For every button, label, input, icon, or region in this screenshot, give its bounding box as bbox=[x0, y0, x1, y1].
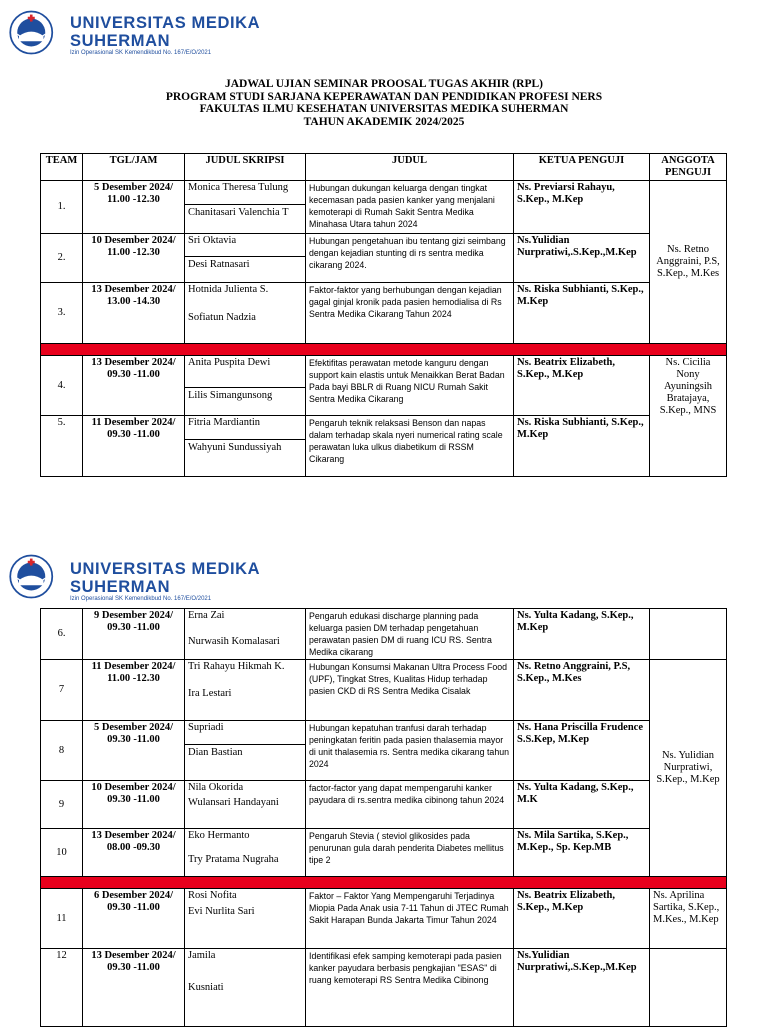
table-row bbox=[41, 181, 727, 234]
license-text: Izin Operasional SK Kemendikbud No. 167/E/O/2021 bbox=[70, 596, 212, 602]
date: 10 Desember 2024/ bbox=[91, 782, 176, 793]
student-name: Dian Bastian bbox=[185, 744, 305, 759]
header-ketua: KETUA PENGUJI bbox=[514, 154, 650, 181]
thesis-title: Identifikasi efek samping kemoterapi pada pasien kanker payudara berbasis pengkajian "ESAS" di ruang kemoterapi RS Sentra Medika Cibinong bbox=[306, 949, 514, 1027]
time: 13.00 -14.30 bbox=[106, 296, 161, 307]
date-cell bbox=[83, 234, 185, 283]
chief-examiner: Ns. Yulta Kadang, S.Kep., M.K bbox=[514, 781, 650, 829]
student-name: Sofiatun Nadzia bbox=[188, 312, 256, 323]
header-skripsi: JUDUL SKRIPSI bbox=[185, 154, 306, 181]
member-examiner: Ns. Cicilia Nony Ayuningsih Bratajaya, S.Kep., MNS bbox=[650, 356, 727, 477]
student-name: Evi Nurlita Sari bbox=[188, 906, 255, 917]
chief-examiner: Ns. Previarsi Rahayu, S.Kep., M.Kep bbox=[514, 181, 650, 234]
schedule-table-1 bbox=[40, 153, 727, 477]
thesis-title: Hubungan kepatuhan tranfusi darah terhadap peningkatan feritin pada pasien thalasemia mayor di unit thalasemia rs. Sentra medika cikarang tahun 2024 bbox=[306, 721, 514, 781]
separator-row bbox=[41, 877, 727, 889]
chief-examiner: Ns. Beatrix Elizabeth, S.Kep., M.Kep bbox=[514, 889, 650, 949]
thesis-title: Faktor-faktor yang berhubungan dengan kejadian gagal ginjal kronik pada pasien hemodialisa di Rs Sentra Medika Cikarang Tahun 2024 bbox=[306, 283, 514, 344]
student-name: Monica Theresa Tulung bbox=[188, 182, 289, 193]
student-name: Hotnida Julienta S. bbox=[188, 284, 269, 295]
table-row bbox=[41, 660, 727, 721]
student-name: Supriadi bbox=[188, 722, 224, 733]
header-team: TEAM bbox=[41, 154, 83, 181]
date: 13 Desember 2024/ bbox=[91, 284, 176, 295]
names-cell bbox=[185, 609, 306, 660]
date: 13 Desember 2024/ bbox=[91, 357, 176, 368]
member-examiner: Ns. Aprilina Sartika, S.Kep., M.Kes., M.Kep bbox=[650, 889, 727, 949]
student-name: Anita Puspita Dewi bbox=[188, 357, 271, 368]
time: 09.30 -11.00 bbox=[107, 794, 160, 805]
names-cell bbox=[185, 721, 306, 781]
table-row bbox=[41, 416, 727, 477]
title-line2: PROGRAM STUDI SARJANA KEPERAWATAN DAN PENDIDIKAN PROFESI NERS bbox=[165, 90, 603, 103]
team-number: 5. bbox=[41, 416, 83, 477]
date: 13 Desember 2024/ bbox=[91, 950, 176, 961]
time: 09.30 -11.00 bbox=[107, 429, 160, 440]
chief-examiner: Ns. Beatrix Elizabeth, S.Kep., M.Kep bbox=[514, 356, 650, 416]
date: 13 Desember 2024/ bbox=[91, 830, 176, 841]
brand-name-line2: SUHERMAN bbox=[70, 578, 171, 596]
separator-row bbox=[41, 344, 727, 356]
thesis-title: factor-factor yang dapat mempengaruhi kanker payudara di rs.sentra medika cibinong tahun 2024 bbox=[306, 781, 514, 829]
team-number: 1. bbox=[41, 181, 83, 234]
date-cell bbox=[83, 781, 185, 829]
names-cell bbox=[185, 283, 306, 344]
date: 11 Desember 2024/ bbox=[91, 417, 176, 428]
date: 5 Desember 2024/ bbox=[93, 722, 174, 733]
team-number: 11 bbox=[41, 889, 83, 949]
time: 08.00 -09.30 bbox=[106, 842, 161, 853]
student-name: Fitria Mardiantin bbox=[188, 417, 261, 428]
student-name: Jamila bbox=[188, 950, 216, 961]
thesis-title: Pengaruh teknik relaksasi Benson dan napas dalam terhadap skala nyeri numerical rating scale perawatan luka ulkus diabetikum di RSSM Cikarang bbox=[306, 416, 514, 477]
member-examiner: Ns. Retno Anggraini, P.S, S.Kep., M.Kes bbox=[650, 181, 727, 344]
license-text: Izin Operasional SK Kemendikbud No. 167/E/O/2021 bbox=[70, 50, 212, 56]
date-cell bbox=[83, 721, 185, 781]
university-seal-icon bbox=[2, 8, 64, 64]
chief-examiner: Ns. Riska Subhianti, S.Kep., M.Kep bbox=[514, 416, 650, 477]
thesis-title: Pengaruh edukasi discharge planning pada keluarga pasien DM terhadap pengetahuan perawatan pasien DM di ruang ICU RS. Sentra Medika cikarang bbox=[306, 609, 514, 660]
names-cell bbox=[185, 829, 306, 877]
date: 6 Desember 2024/ bbox=[93, 890, 174, 901]
table-row bbox=[41, 829, 727, 877]
brand-name-line1: UNIVERSITAS MEDIKA bbox=[70, 560, 261, 578]
team-number: 2. bbox=[41, 234, 83, 283]
time: 09.30 -11.00 bbox=[107, 622, 160, 633]
date-cell bbox=[83, 283, 185, 344]
thesis-title: Hubungan pengetahuan ibu tentang gizi seimbang dengan kejadian stunting di rs sentra medika cikarang 2024. bbox=[306, 234, 514, 283]
student-name: Chanitasari Valenchia T bbox=[185, 204, 305, 219]
student-name: Desi Ratnasari bbox=[185, 256, 305, 271]
date-cell bbox=[83, 949, 185, 1027]
table-row bbox=[41, 234, 727, 283]
table-row bbox=[41, 609, 727, 660]
table-row bbox=[41, 889, 727, 949]
thesis-title: Faktor – Faktor Yang Mempengaruhi Terjadinya Miopia Pada Anak usia 7-11 Tahun di JTEC Rumah Sakit Harapan Bunda Jakarta Timur Tahun 2024 bbox=[306, 889, 514, 949]
student-name: Tri Rahayu Hikmah K. bbox=[188, 661, 285, 672]
university-logo bbox=[2, 552, 302, 608]
date-cell bbox=[83, 829, 185, 877]
names-cell bbox=[185, 949, 306, 1027]
time: 09.30 -11.00 bbox=[107, 902, 160, 913]
names-cell bbox=[185, 660, 306, 721]
thesis-title: Hubungan dukungan keluarga dengan tingkat kecemasan pada pasien kanker yang menjalani kemoterapi di Rumah Sakit Sentra Medika Minahasa Utara tahun 2024 bbox=[306, 181, 514, 234]
thesis-title: Pengaruh Stevia ( steviol glikosides pada penurunan gula darah penderita Diabetes mellitus tipe 2 bbox=[306, 829, 514, 877]
date: 9 Desember 2024/ bbox=[93, 610, 174, 621]
chief-examiner: Ns. Mila Sartika, S.Kep., M.Kep., Sp. Kep.MB bbox=[514, 829, 650, 877]
date-cell bbox=[83, 660, 185, 721]
thesis-title: Efektifitas perawatan metode kanguru dengan support kain elastis untuk Menaikkan Berat Badan Pada bayi BBLR di Ruang NICU Rumah Sakit Sentra Medika Cikarang bbox=[306, 356, 514, 416]
table-row bbox=[41, 949, 727, 1027]
names-cell bbox=[185, 416, 306, 477]
team-number: 6. bbox=[41, 609, 83, 660]
brand-name-line1: UNIVERSITAS MEDIKA bbox=[70, 14, 261, 32]
member-examiner: Ns. Yulidian Nurpratiwi, S.Kep., M.Kep bbox=[650, 660, 727, 877]
chief-examiner: Ns. Riska Subhianti, S.Kep., M.Kep bbox=[514, 283, 650, 344]
header-judul: JUDUL bbox=[306, 154, 514, 181]
member-examiner-empty bbox=[650, 949, 727, 1027]
student-name: Wulansari Handayani bbox=[188, 797, 279, 808]
header-date: TGL/JAM bbox=[83, 154, 185, 181]
university-logo bbox=[2, 8, 302, 64]
table-header-row bbox=[41, 154, 727, 181]
chief-examiner: Ns. Retno Anggraini, P.S, S.Kep., M.Kes bbox=[514, 660, 650, 721]
title-line3: FAKULTAS ILMU KESEHATAN UNIVERSITAS MEDIKA SUHERMAN bbox=[199, 103, 569, 115]
chief-examiner: Ns.Yulidian Nurpratiwi,.S.Kep.,M.Kep bbox=[514, 234, 650, 283]
names-cell bbox=[185, 781, 306, 829]
chief-examiner: Ns. Yulta Kadang, S.Kep., M.Kep bbox=[514, 609, 650, 660]
names-cell bbox=[185, 889, 306, 949]
team-number: 8 bbox=[41, 721, 83, 781]
student-name: Try Pratama Nugraha bbox=[188, 854, 279, 865]
date-cell bbox=[83, 889, 185, 949]
date-cell bbox=[83, 609, 185, 660]
names-cell bbox=[185, 356, 306, 416]
date: 11 Desember 2024/ bbox=[91, 661, 176, 672]
thesis-title: Hubungan Konsumsi Makanan Ultra Process Food (UPF), Tingkat Stres, Kualitas Hidup terhadap pasien CKD di RS Sentra Medika Cisalak bbox=[306, 660, 514, 721]
student-name: Eko Hermanto bbox=[188, 830, 250, 841]
student-name: Nurwasih Komalasari bbox=[188, 636, 280, 647]
student-name: Erna Zai bbox=[188, 610, 225, 621]
team-number: 9 bbox=[41, 781, 83, 829]
team-number: 7 bbox=[41, 660, 83, 721]
chief-examiner: Ns. Hana Priscilla Frudence S.S.Kep, M.Kep bbox=[514, 721, 650, 781]
student-name: Nila Okorida bbox=[188, 782, 244, 793]
student-name: Kusniati bbox=[188, 982, 224, 993]
student-name: Lilis Simangunsong bbox=[185, 387, 305, 402]
time: 11.00 -12.30 bbox=[107, 194, 160, 205]
header-anggota: ANGGOTA PENGUJI bbox=[650, 154, 727, 181]
time: 09.30 -11.00 bbox=[107, 369, 160, 380]
date-cell bbox=[83, 416, 185, 477]
schedule-table-2 bbox=[40, 608, 727, 1027]
date-cell bbox=[83, 356, 185, 416]
document-title bbox=[0, 78, 768, 128]
title-line1: JADWAL UJIAN SEMINAR PROOSAL TUGAS AKHIR (RPL) bbox=[225, 78, 543, 90]
time: 09.30 -11.00 bbox=[107, 734, 160, 745]
table-row bbox=[41, 781, 727, 829]
team-number: 4. bbox=[41, 356, 83, 416]
date: 10 Desember 2024/ bbox=[91, 235, 176, 246]
date: 5 Desember 2024/ bbox=[93, 182, 174, 193]
date-cell bbox=[83, 181, 185, 234]
names-cell bbox=[185, 181, 306, 234]
table-row bbox=[41, 283, 727, 344]
student-name: Ira Lestari bbox=[188, 688, 232, 699]
time: 11.00 -12.30 bbox=[107, 673, 160, 684]
student-name: Wahyuni Sundussiyah bbox=[185, 439, 305, 454]
time: 11.00 -12.30 bbox=[107, 247, 160, 258]
names-cell bbox=[185, 234, 306, 283]
university-seal-icon bbox=[2, 552, 64, 608]
student-name: Sri Oktavia bbox=[188, 235, 237, 246]
brand-name-line2: SUHERMAN bbox=[70, 32, 171, 50]
chief-examiner: Ns.Yulidian Nurpratiwi,.S.Kep.,M.Kep bbox=[514, 949, 650, 1027]
title-line4: TAHUN AKADEMIK 2024/2025 bbox=[303, 115, 465, 128]
student-name: Rosi Nofita bbox=[188, 890, 237, 901]
team-number: 10 bbox=[41, 829, 83, 877]
team-number: 12 bbox=[41, 949, 83, 1027]
table-row bbox=[41, 356, 727, 416]
team-number: 3. bbox=[41, 283, 83, 344]
member-examiner-empty bbox=[650, 609, 727, 660]
table-row bbox=[41, 721, 727, 781]
time: 09.30 -11.00 bbox=[107, 962, 160, 973]
